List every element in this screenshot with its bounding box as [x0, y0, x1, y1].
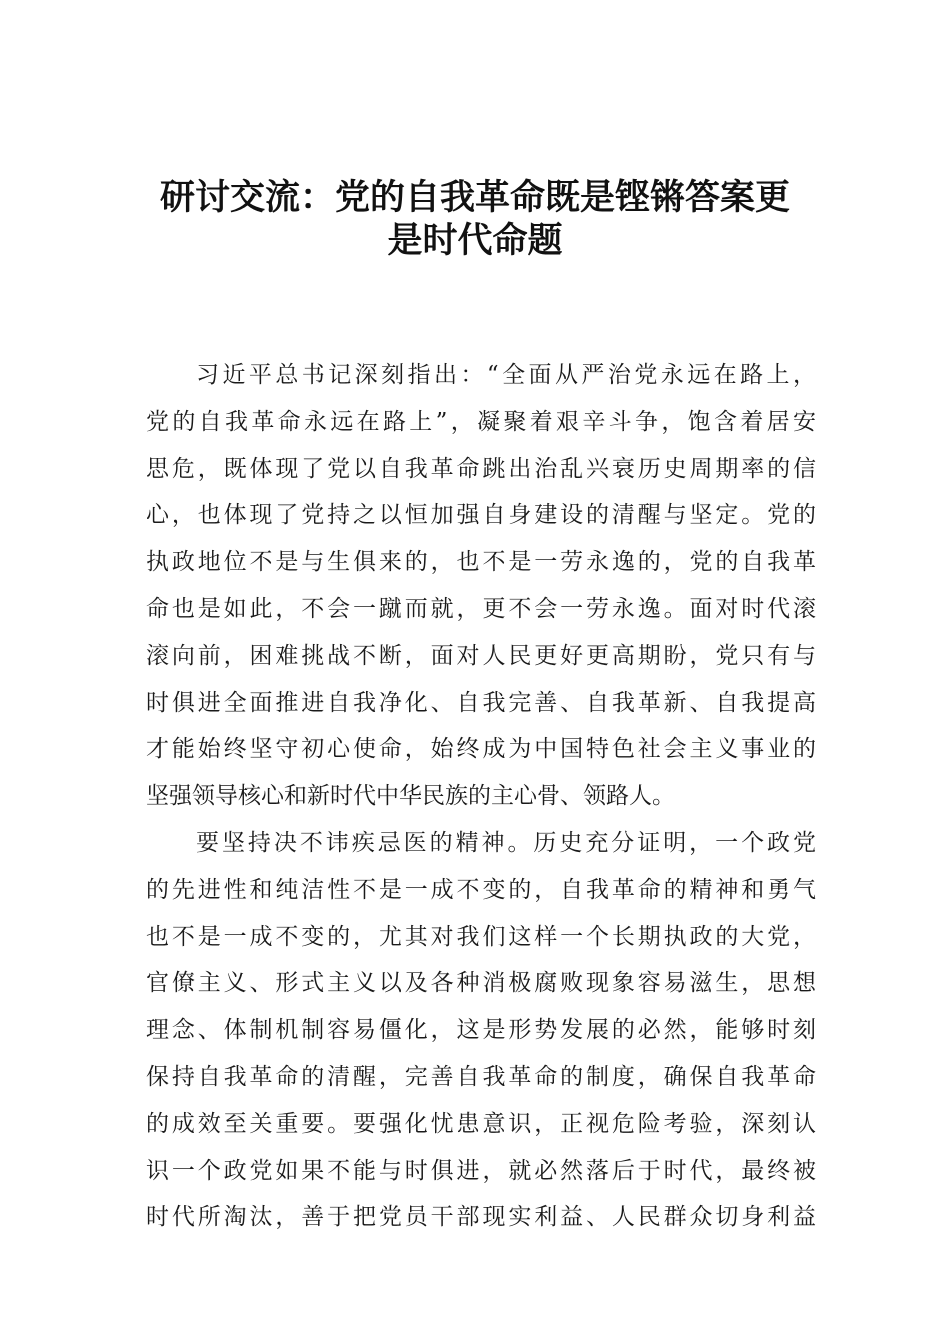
body-line: 滚向前，困难挑战不断，面对人民更好更高期盼，党只有与 — [146, 642, 816, 669]
body-line: 时代所淘汰，善于把党员干部现实利益、人民群众切身利益 — [146, 1204, 816, 1231]
document-title-line-2: 是时代命题 — [387, 220, 563, 261]
body-line: 才能始终坚守初心使命，始终成为中国特色社会主义事业的 — [146, 736, 816, 763]
body-line: 理念、体制机制容易僵化，这是形势发展的必然，能够时刻 — [146, 1017, 816, 1044]
body-line: 保持自我革命的清醒，完善自我革命的制度，确保自我革命 — [146, 1063, 816, 1090]
body-line: 时俱进全面推进自我净化、自我完善、自我革新、自我提高 — [146, 689, 816, 716]
body-line: 也不是一成不变的，尤其对我们这样一个长期执政的大党， — [146, 923, 816, 950]
document-title-line-1: 研讨交流：党的自我革命既是铿锵答案更 — [159, 177, 790, 218]
body-line: 坚强领导核心和新时代中华民族的主心骨、领路人。 — [146, 783, 675, 810]
body-line: 心，也体现了党持之以恒加强自身建设的清醒与坚定。党的 — [146, 502, 816, 529]
body-line: 要坚持决不讳疾忌医的精神。历史充分证明，一个政党 — [196, 829, 816, 856]
body-line: 的成效至关重要。要强化忧患意识，正视危险考验，深刻认 — [146, 1110, 816, 1137]
body-line: 习近平总书记深刻指出：“全面从严治党永远在路上， — [196, 362, 816, 388]
body-line: 党的自我革命永远在路上”，凝聚着艰辛斗争，饱含着居安 — [146, 408, 816, 435]
body-line: 思危，既体现了党以自我革命跳出治乱兴衰历史周期率的信 — [146, 455, 816, 482]
body-line: 官僚主义、形式主义以及各种消极腐败现象容易滋生，思想 — [146, 970, 816, 997]
body-line: 识一个政党如果不能与时俱进，就必然落后于时代，最终被 — [146, 1157, 816, 1184]
body-line: 命也是如此，不会一蹴而就，更不会一劳永逸。面对时代滚 — [146, 595, 816, 622]
body-line: 的先进性和纯洁性不是一成不变的，自我革命的精神和勇气 — [146, 876, 816, 903]
document-body — [146, 352, 816, 1241]
body-line: 执政地位不是与生俱来的，也不是一劳永逸的，党的自我革 — [146, 549, 816, 576]
